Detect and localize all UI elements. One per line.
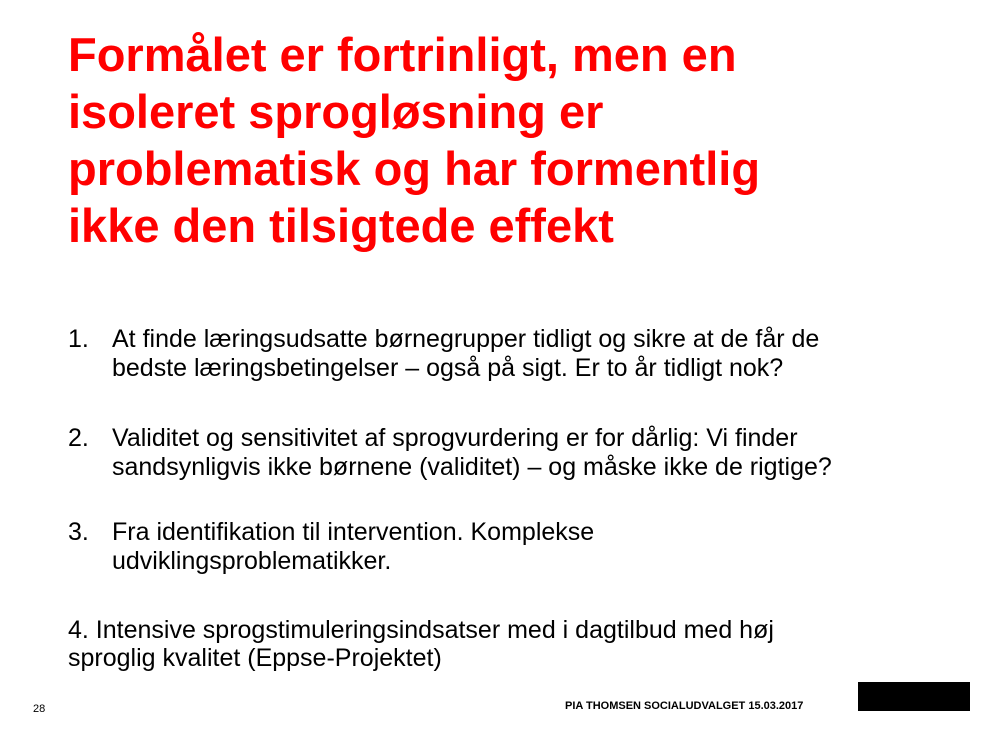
- list-item-line: Validitet og sensitivitet af sprogvurdering er for dårlig: Vi finder: [112, 424, 798, 452]
- list-item-number: 1.: [68, 325, 89, 353]
- list-item-line: 4. Intensive sprogstimuleringsindsatser med i dagtilbud med høj: [68, 616, 774, 644]
- list-item-4: [68, 616, 774, 672]
- list-item-line: bedste læringsbetingelser – også på sigt. Er to år tidligt nok?: [112, 354, 784, 382]
- list-item-line: Fra identifikation til intervention. Komplekse: [112, 518, 595, 546]
- list-item-number: 3.: [68, 518, 89, 546]
- slide-title: [68, 26, 968, 254]
- page-number: 28: [33, 703, 46, 715]
- list-item-line: sproglig kvalitet (Eppse-Projektet): [68, 644, 442, 672]
- list-item-text: [112, 325, 819, 383]
- list-item-text: [112, 518, 594, 576]
- footer-author-date: PIA THOMSEN SOCIALUDVALGET 15.03.2017: [565, 700, 804, 712]
- title-line: ikke den tilsigtede effekt: [68, 199, 614, 252]
- title-line: Formålet er fortrinligt, men en: [68, 28, 737, 81]
- list-item-line: At finde læringsudsatte børnegrupper tidligt og sikre at de får de: [112, 325, 820, 353]
- list-item-text: [112, 424, 832, 482]
- list-item-line: udviklingsproblematikker.: [112, 547, 392, 575]
- title-line: problematisk og har formentlig: [68, 142, 761, 195]
- footer-black-block: [858, 682, 970, 711]
- list-item-number: 2.: [68, 424, 89, 452]
- list-item-line: sandsynligvis ikke børnene (validitet) – og måske ikke de rigtige?: [112, 453, 832, 481]
- title-line: isoleret sprogløsning er: [68, 85, 604, 138]
